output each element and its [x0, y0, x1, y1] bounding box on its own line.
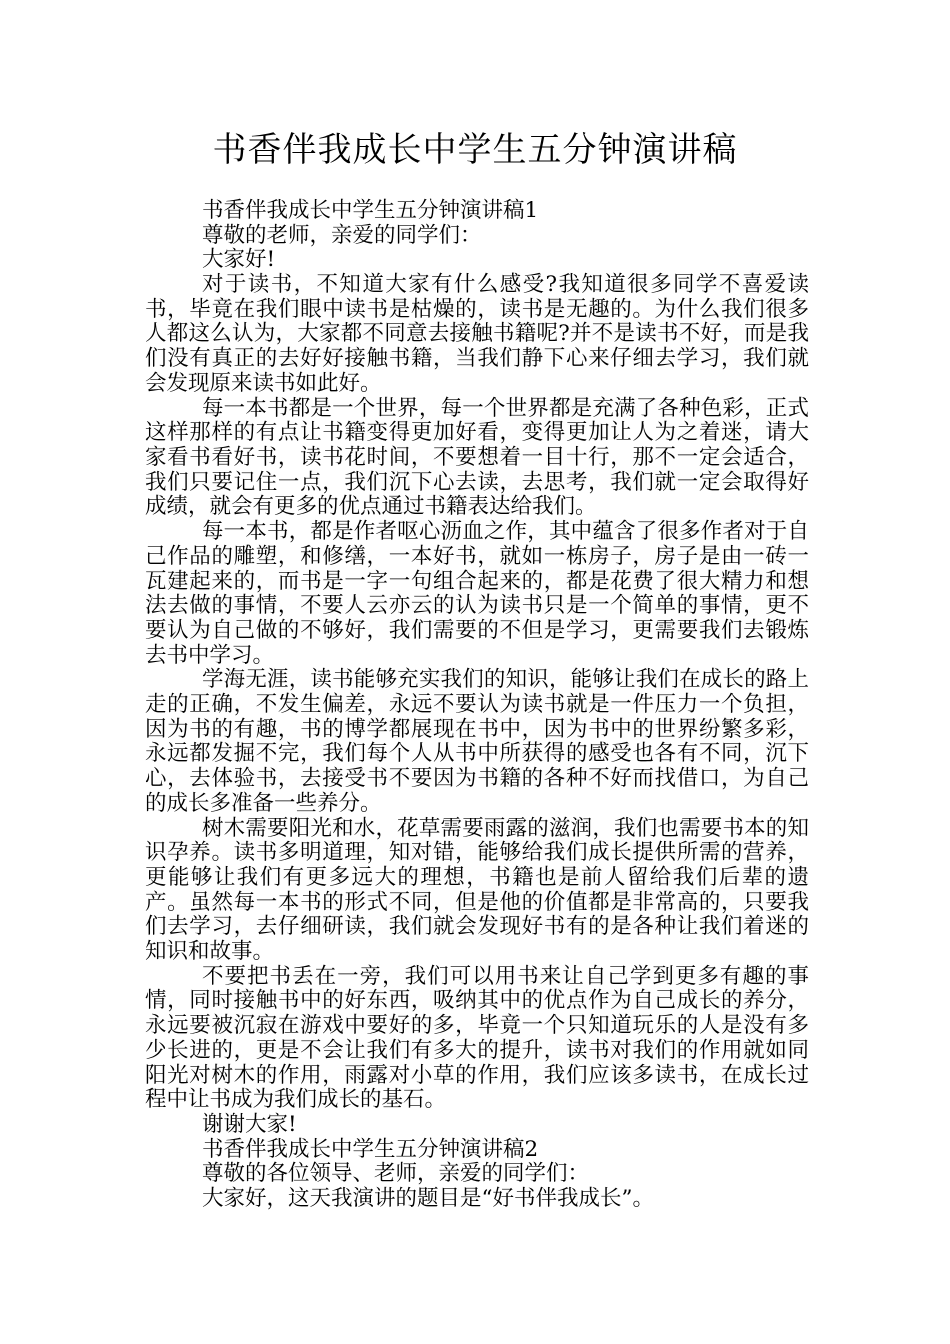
- body-paragraph: 树木需要阳光和水，花草需要雨露的滋润，我们也需要书本的知识孕养。读书多明道理，知对错，能够给我们成长提供所需的营养，更能够让我们有更多远大的理想，书籍也是前人留给我们后辈的遗产。虽然每一本书的形式不同，但是他的价值都是非常高的，只要我们去学习，去仔细研读，我们就会发现好书有的是各种让我们着迷的知识和故事。: [145, 815, 809, 965]
- body-paragraph: 不要把书丢在一旁，我们可以用书来让自己学到更多有趣的事情，同时接触书中的好东西，吸纳其中的优点作为自己成长的养分，永远要被沉寂在游戏中要好的多，毕竟一个只知道玩乐的人是没有多少长进的，更是不会让我们有多大的提升，读书对我们的作用就如同阳光对树木的作用，雨露对小草的作用，我们应该多读书，在成长过程中让书成为我们成长的基石。: [145, 963, 809, 1113]
- salutation: 尊敬的老师，亲爱的同学们：: [202, 222, 482, 248]
- document-title: 书香伴我成长中学生五分钟演讲稿: [212, 130, 738, 170]
- body-paragraph: 学海无涯，读书能够充实我们的知识，能够让我们在成长的路上走的正确，不发生偏差，永远不要认为读书就是一件压力一个负担，因为书的有趣，书的博学都展现在书中，因为书中的世界纷繁多彩，永远都发掘不完，我们每个人从书中所获得的感受也各有不同，沉下心，去体验书，去接受书不要因为书籍的各种不好而找借口，为自己的成长多准备一些养分。: [145, 667, 809, 816]
- body-paragraph: 每一本书，都是作者呕心沥血之作，其中蕴含了很多作者对于自己作品的雕塑，和修缮，一本好书，就如一栋房子，房子是由一砖一瓦建起来的，而书是一字一句组合起来的，都是花费了很大精力和想法去做的事情，不要人云亦云的认为读书只是一个简单的事情，更不要认为自己做的不够好，我们需要的不但是学习，更需要我们去锻炼去书中学习。: [145, 519, 809, 668]
- salutation: 尊敬的各位领导、老师，亲爱的同学们：: [202, 1161, 590, 1187]
- section-heading-2: 书香伴我成长中学生五分钟演讲稿2: [202, 1136, 539, 1162]
- closing-thanks: 谢谢大家!: [202, 1111, 297, 1137]
- greeting: 大家好!: [202, 247, 276, 273]
- body-paragraph: 对于读书，不知道大家有什么感受?我知道很多同学不喜爱读书，毕竟在我们眼中读书是枯燥的，读书是无趣的。为什么我们很多人都这么认为，大家都不同意去接触书籍呢?并不是读书不好，而是我们没有真正的去好好接触书籍，当我们静下心来仔细去学习，我们就会发现原来读书如此好。: [145, 272, 809, 396]
- section-heading-1: 书香伴我成长中学生五分钟演讲稿1: [202, 198, 539, 223]
- greeting: 大家好，这天我演讲的题目是“好书伴我成长”。: [202, 1186, 654, 1212]
- document-body: [145, 199, 809, 1212]
- body-paragraph: 每一本书都是一个世界，每一个世界都是充满了各种色彩，正式这样那样的有点让书籍变得更加好看，变得更加让人为之着迷，请大家看书看好书，读书花时间，不要想着一目十行，那不一定会适合，我们只要记住一点，我们沉下心去读，去思考，我们就一定会取得好成绩，就会有更多的优点通过书籍表达给我们。: [145, 395, 809, 520]
